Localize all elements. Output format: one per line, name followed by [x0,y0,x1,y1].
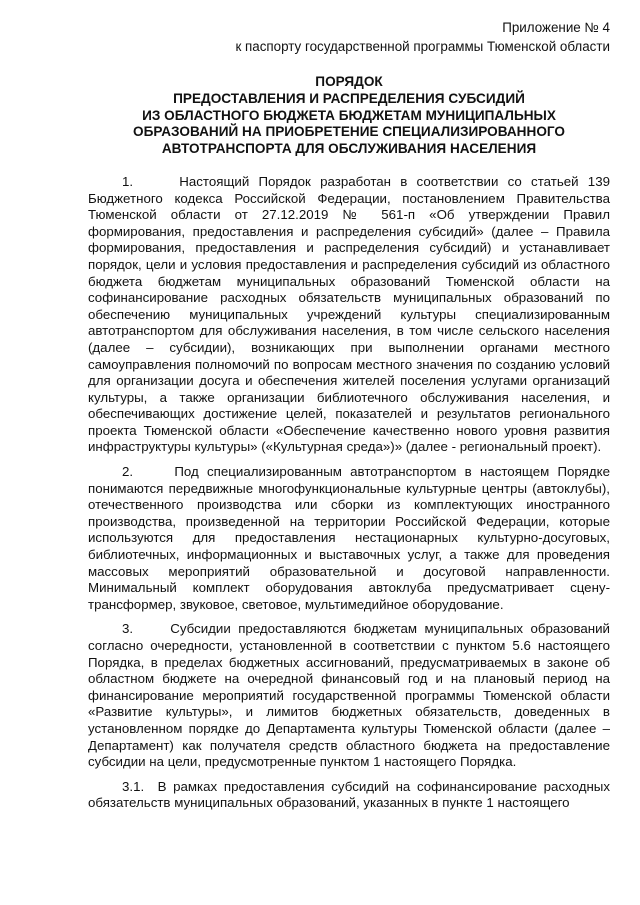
title-line-4: ОБРАЗОВАНИЙ НА ПРИОБРЕТЕНИЕ СПЕЦИАЛИЗИРОВАННОГО [133,124,565,140]
annex-header [88,18,610,56]
paragraph-text: Под специализированным автотранспортом в настоящем Порядке понимаются передвижные многофункциональные культурные центры (автоклубы), отечественного производства или сборки из комплектующих иностранного производства, произведенной на территории Российской Федерации, которые используются для предоставления нестационарных культурно-досуговых, библиотечных, информационных и выставочных услуг, а также для проведения массовых мероприятий образовательной и досуговой направленности. Минимальный комплект оборудования автоклуба предусматривает сцену-трансформер, звуковое, световое, мультимедийное оборудование. [88,464,610,612]
title-line-5: АВТОТРАНСПОРТА ДЛЯ ОБСЛУЖИВАНИЯ НАСЕЛЕНИЯ [161,141,537,157]
title-line-3: ИЗ ОБЛАСТНОГО БЮДЖЕТА БЮДЖЕТАМ МУНИЦИПАЛЬНЫХ [142,107,556,123]
paragraph-2 [88,464,610,613]
paragraph-number: 1. [122,173,134,189]
annex-reference: к паспорту государственной программы Тюменской области [235,39,610,54]
paragraph-text: В рамках предоставления субсидий на софинансирование расходных обязательств муниципальных образований, указанных в пункте 1 настоящего [88,778,611,811]
paragraph-text: Настоящий Порядок разработан в соответствии со статьей 139 Бюджетного кодекса Российской Федерации, постановлением Правительства Тюменской области от 27.12.2019 № 561-п «Об утверждении Правил формирования, предоставления и распределения субсидий» (далее – Правила формирования, предоставления и распределения субсидий) и устанавливает порядок, цели и условия предоставления и распределения субсидий из областного бюджета бюджетам муниципальных образований Тюменской области на софинансирование расходных обязательств муниципальных образований по обеспечению муниципальных учреждений культуры специализированным автотранспортом для обслуживания населения, в том числе сельского населения (далее – субсидии), возникающих при выполнении органами местного самоуправления полномочий по вопросам местного значения по созданию условий для организации досуга и обеспечения жителей поселения услугами организаций культуры, а также организации библиотечного обслуживания населения, и обеспечивающих достижение целей, показателей и результатов регионального проекта Тюменской области «Обеспечение качественно нового уровня развития инфраструктуры культуры» («Культурная среда»)» (далее - региональный проект). [88,173,610,455]
title-line-2: ПРЕДОСТАВЛЕНИЯ И РАСПРЕДЕЛЕНИЯ СУБСИДИЙ [173,90,525,106]
title-line-1: ПОРЯДОК [315,74,383,89]
paragraph-number: 3.1. [122,778,145,794]
paragraph-3 [88,621,610,770]
paragraph-number: 2. [122,464,134,480]
paragraph-number: 3. [122,621,134,637]
document-title [88,74,610,158]
document-body [88,174,610,812]
paragraph-text: Субсидии предоставляются бюджетам муниципальных образований согласно очередности, установленной в соответствии с пунктом 5.6 настоящего Порядка, в пределах бюджетных ассигнований, предусматриваемых в законе об областном бюджете на очередной финансовый год и на плановый период на финансирование мероприятий государственной программы Тюменской области «Развитие культуры», и лимитов бюджетных обязательств, доведенных в установленном порядке до Департамента культуры Тюменской области (далее – Департамент) как получателя средств областного бюджета на предоставление субсидии на цели, предусмотренные пунктом 1 настоящего Порядка. [88,621,610,770]
annex-number: Приложение № 4 [502,20,610,35]
paragraph-3-1 [88,779,610,812]
paragraph-1 [88,174,610,456]
